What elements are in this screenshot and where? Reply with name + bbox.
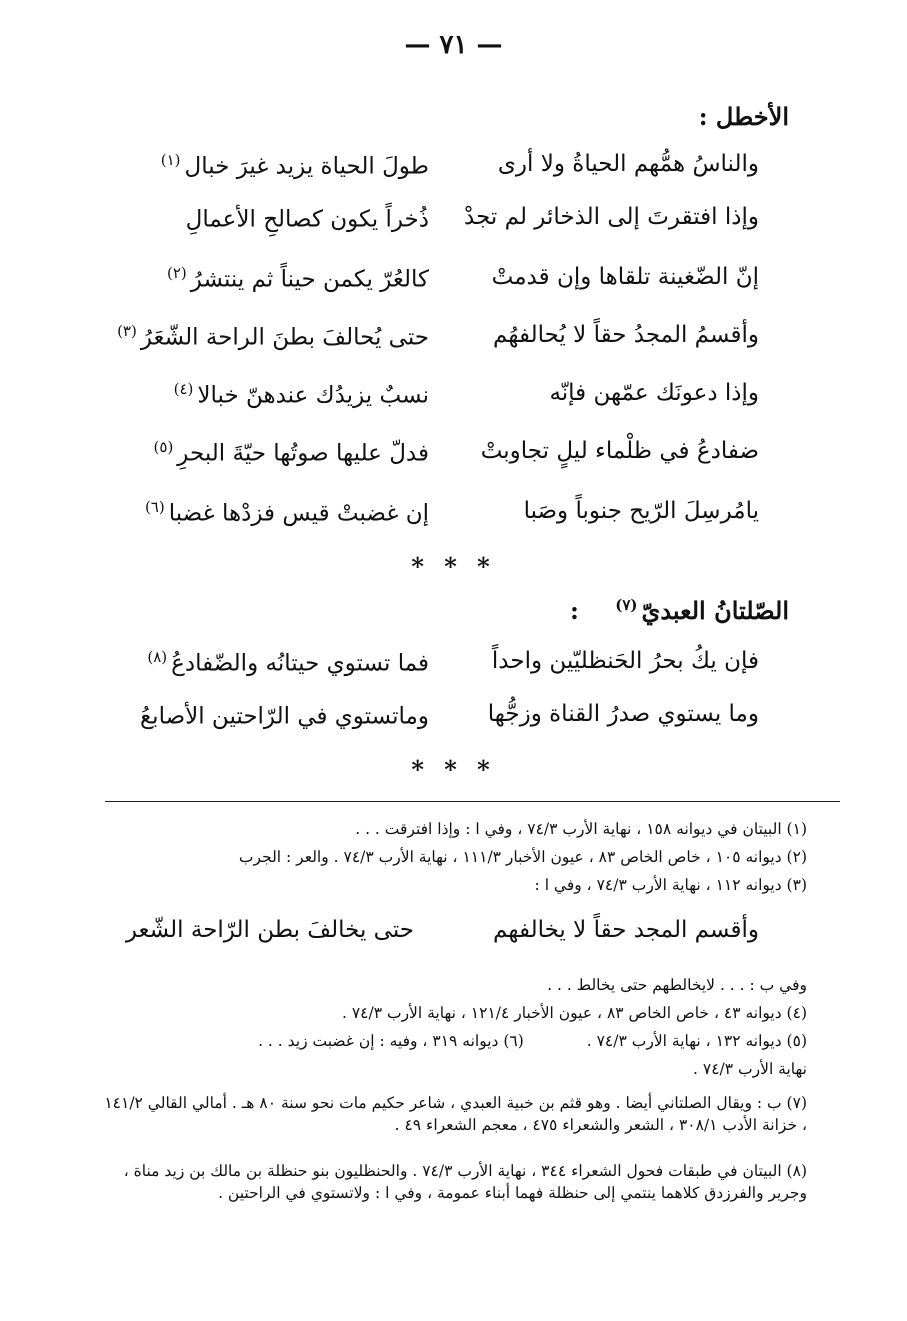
footnote-3: (٣) ديوانه ١١٢ ، نهاية الأرب ٧٤/٣ ، وفي ا : — [534, 876, 807, 894]
verse-second-text: ذُخراً يكون كصالحِ الأعمالِ — [185, 206, 429, 233]
verse-first-hemistich: وإذا دعونَك عمّهن فإنّه — [549, 380, 759, 406]
footnote-5-6-line — [97, 1030, 807, 1052]
poet-name-akhtal: الأخطل : — [698, 102, 789, 131]
poet-colon: : — [570, 596, 579, 625]
footnote-1: (١) البيتان في ديوانه ١٥٨ ، نهاية الأرب ٧٤/٣ ، وفي ا : وإذا افترقت . . . — [355, 820, 807, 838]
verse-first-hemistich: يامُرسِلَ الرّيح جنوباً وصَبا — [523, 498, 759, 524]
poet-name-text: الصّلتانُ العبديّ — [641, 596, 789, 625]
verse-second-text: طولَ الحياة يزيد غيرَ خبال — [184, 153, 429, 180]
verse-second-hemistich — [147, 648, 429, 677]
footnote-divider — [105, 801, 840, 802]
footnote-2: (٢) ديوانه ١٠٥ ، خاص الخاص ٨٣ ، عيون الأخبار ١١١/٣ ، نهاية الأرب ٧٤/٣ . والعر : الجرب — [238, 848, 807, 866]
verse-second-hemistich — [145, 498, 429, 527]
verse-second-text: فما تستوي حيتانُه والضّفادعُ — [171, 650, 429, 677]
verse-second-text: حتى يُحالفَ بطنَ الراحة الشّعَرُ — [140, 324, 429, 351]
verse-line — [119, 492, 759, 536]
verse-second-hemistich — [117, 322, 429, 351]
verse-first-hemistich: وأقسم المجد حقاً لا يخالفهم — [493, 917, 759, 943]
verse-line — [119, 695, 759, 739]
verse-second-hemistich — [154, 438, 429, 467]
footnote-marker: (٤) — [173, 380, 194, 398]
footnote-marker: (٢) — [167, 264, 187, 282]
footnote-marker: (٥) — [153, 438, 174, 456]
footnote-marker: (١) — [160, 151, 181, 169]
verse-second-text: إن غضبتْ قيس فزدْها غضبا — [168, 500, 429, 527]
footnote-3-continuation: وفي ب : . . . لايخالطهم حتى يخالط . . . — [547, 976, 807, 994]
verse-first-hemistich: وأقسمُ المجدُ حقاً لا يُحالفهُم — [493, 322, 759, 348]
verse-line — [119, 198, 759, 242]
verse-first-hemistich: والناسُ همُّهم الحياةُ ولا أرى — [497, 151, 759, 177]
verse-line — [119, 145, 759, 189]
footnote-marker: (٦) — [144, 498, 165, 516]
section-separator: * * * — [411, 552, 496, 581]
verse-line — [119, 374, 759, 418]
verse-second-text: وماتستوي في الرّاحتين الأصابعُ — [139, 703, 429, 730]
footnote-marker: (٣) — [117, 322, 137, 340]
verse-second-hemistich — [174, 380, 429, 409]
verse-first-hemistich: فإن يكُ بحرُ الحَنظليّين واحداً — [491, 648, 759, 674]
footnote-6: (٦) ديوانه ٣١٩ ، وفيه : إن غضبت زيد . . . — [258, 1032, 524, 1050]
verse-line — [119, 642, 759, 686]
verse-second-hemistich — [182, 204, 429, 233]
verse-second-hemistich — [136, 701, 429, 730]
footnote-7: (٧) ب : ويقال الصلتاني أيضا . وهو قثم بن خبية العبدي ، شاعر حكيم مات نحو سنة ٨٠ هـ . أمالي القالي ١٤١/٢ ، خزانة الأدب ٣٠٨/١ ، الشعر والشعراء ٤٧٥ ، معجم الشعراء ٤٩ . — [104, 1094, 807, 1134]
footnote-4: (٤) ديوانه ٤٣ ، خاص الخاص ٨٣ ، عيون الأخبار ١٢١/٤ ، نهاية الأرب ٧٤/٣ . — [341, 1004, 807, 1022]
verse-second-text: نسبٌ يزيدُك عندهنّ خبالا — [197, 382, 429, 409]
verse-second-hemistich — [161, 151, 429, 180]
verse-line — [119, 258, 759, 302]
verse-second-text: فدلّ عليها صوتُها حيّةَ البحرِ — [177, 440, 429, 467]
verse-first-hemistich: وما يستوي صدرُ القناة وزجُّها — [487, 701, 759, 727]
poet-name-saltan — [570, 596, 789, 625]
footnote-8: (٨) البيتان في طبقات فحول الشعراء ٣٤٤ ، نهاية الأرب ٧٤/٣ . والحنظليون بنو حنظلة بن مالك بن زيد مناة ، وجرير والفرزدق كلاهما ينتمي إلى حنظلة فهما أبناء عمومة ، وفي ا : ولاتستوي في الراحتين . — [123, 1162, 807, 1202]
section-separator: * * * — [411, 755, 496, 784]
footnote-5: (٥) ديوانه ١٣٢ ، نهاية الأرب ٧٤/٣ . — [586, 1032, 807, 1050]
footnote-marker: (٨) — [147, 648, 168, 666]
verse-second-text: كالعُرّ يكمن حيناً ثم ينتشرُ — [190, 266, 429, 293]
footnote-marker: (٧) — [615, 596, 638, 614]
verse-line — [119, 432, 759, 476]
verse-second-hemistich — [167, 264, 429, 293]
page-number: — ٧١ — — [404, 30, 503, 60]
verse-second-hemistich: حتى يخالفَ بطن الرّاحة الشّعر — [125, 917, 414, 943]
verse-first-hemistich: ضفادعُ في ظلْماء ليلٍ تجاوبتْ — [480, 438, 759, 464]
footnote-3-verse — [125, 913, 759, 953]
verse-first-hemistich: وإذا افتقرتَ إلى الذخائر لم تجدْ — [464, 204, 759, 230]
verse-first-hemistich: إنّ الضّغينة تلقاها وإن قدمتْ — [491, 264, 759, 290]
verse-line — [119, 316, 759, 360]
footnote-6-continuation: نهاية الأرب ٧٤/٣ . — [693, 1060, 807, 1078]
